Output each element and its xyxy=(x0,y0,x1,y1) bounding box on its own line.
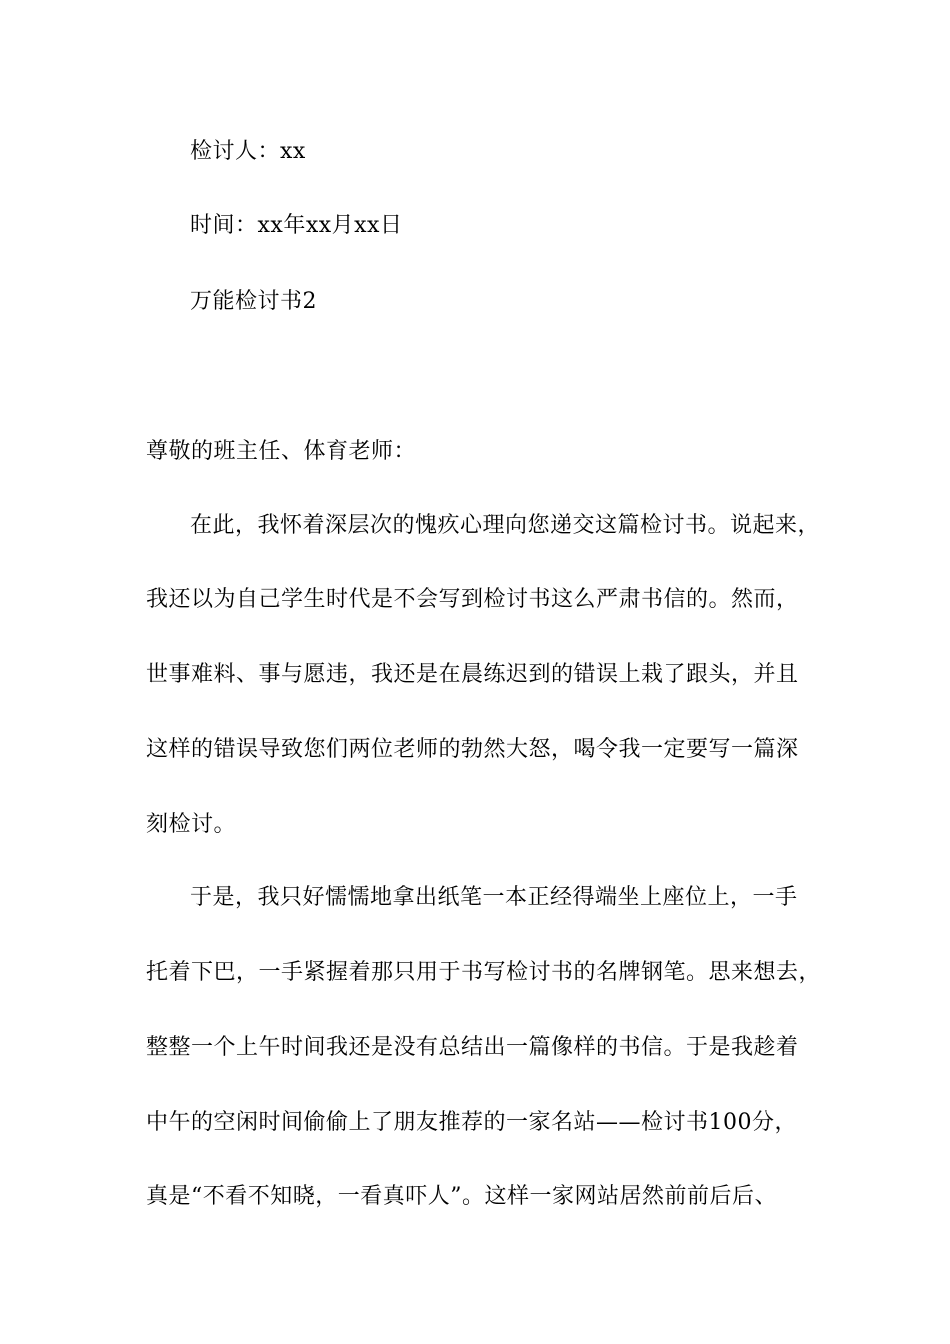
paragraph-line: 刻检讨。 xyxy=(146,812,237,837)
date-line: 时间：xx年xx月xx日 xyxy=(190,213,403,238)
reviewer-line: 检讨人：xx xyxy=(190,139,306,164)
section-title: 万能检讨书2 xyxy=(190,289,317,314)
paragraph-line: 中午的空闲时间偷偷上了朋友推荐的一家名站——检讨书100分， xyxy=(146,1110,797,1135)
paragraph-line: 世事难料、事与愿违，我还是在晨练迟到的错误上栽了跟头，并且 xyxy=(146,662,799,687)
paragraph-line: 在此，我怀着深层次的愧疚心理向您递交这篇检讨书。说起来， xyxy=(190,513,821,538)
paragraph-line: 这样的错误导致您们两位老师的勃然大怒，喝令我一定要写一篇深 xyxy=(146,737,799,762)
paragraph-line: 真是“不看不知晓，一看真吓人”。这样一家网站居然前前后后、 xyxy=(146,1184,777,1209)
paragraph-line: 托着下巴，一手紧握着那只用于书写检讨书的名牌钢笔。思来想去， xyxy=(146,960,822,985)
paragraph-line: 整整一个上午时间我还是没有总结出一篇像样的书信。于是我趁着 xyxy=(146,1035,799,1060)
paragraph-line: 于是，我只好懦懦地拿出纸笔一本正经得端坐上座位上，一手 xyxy=(190,885,798,910)
salutation: 尊敬的班主任、体育老师： xyxy=(146,439,417,464)
paragraph-line: 我还以为自己学生时代是不会写到检讨书这么严肃书信的。然而， xyxy=(146,587,799,612)
